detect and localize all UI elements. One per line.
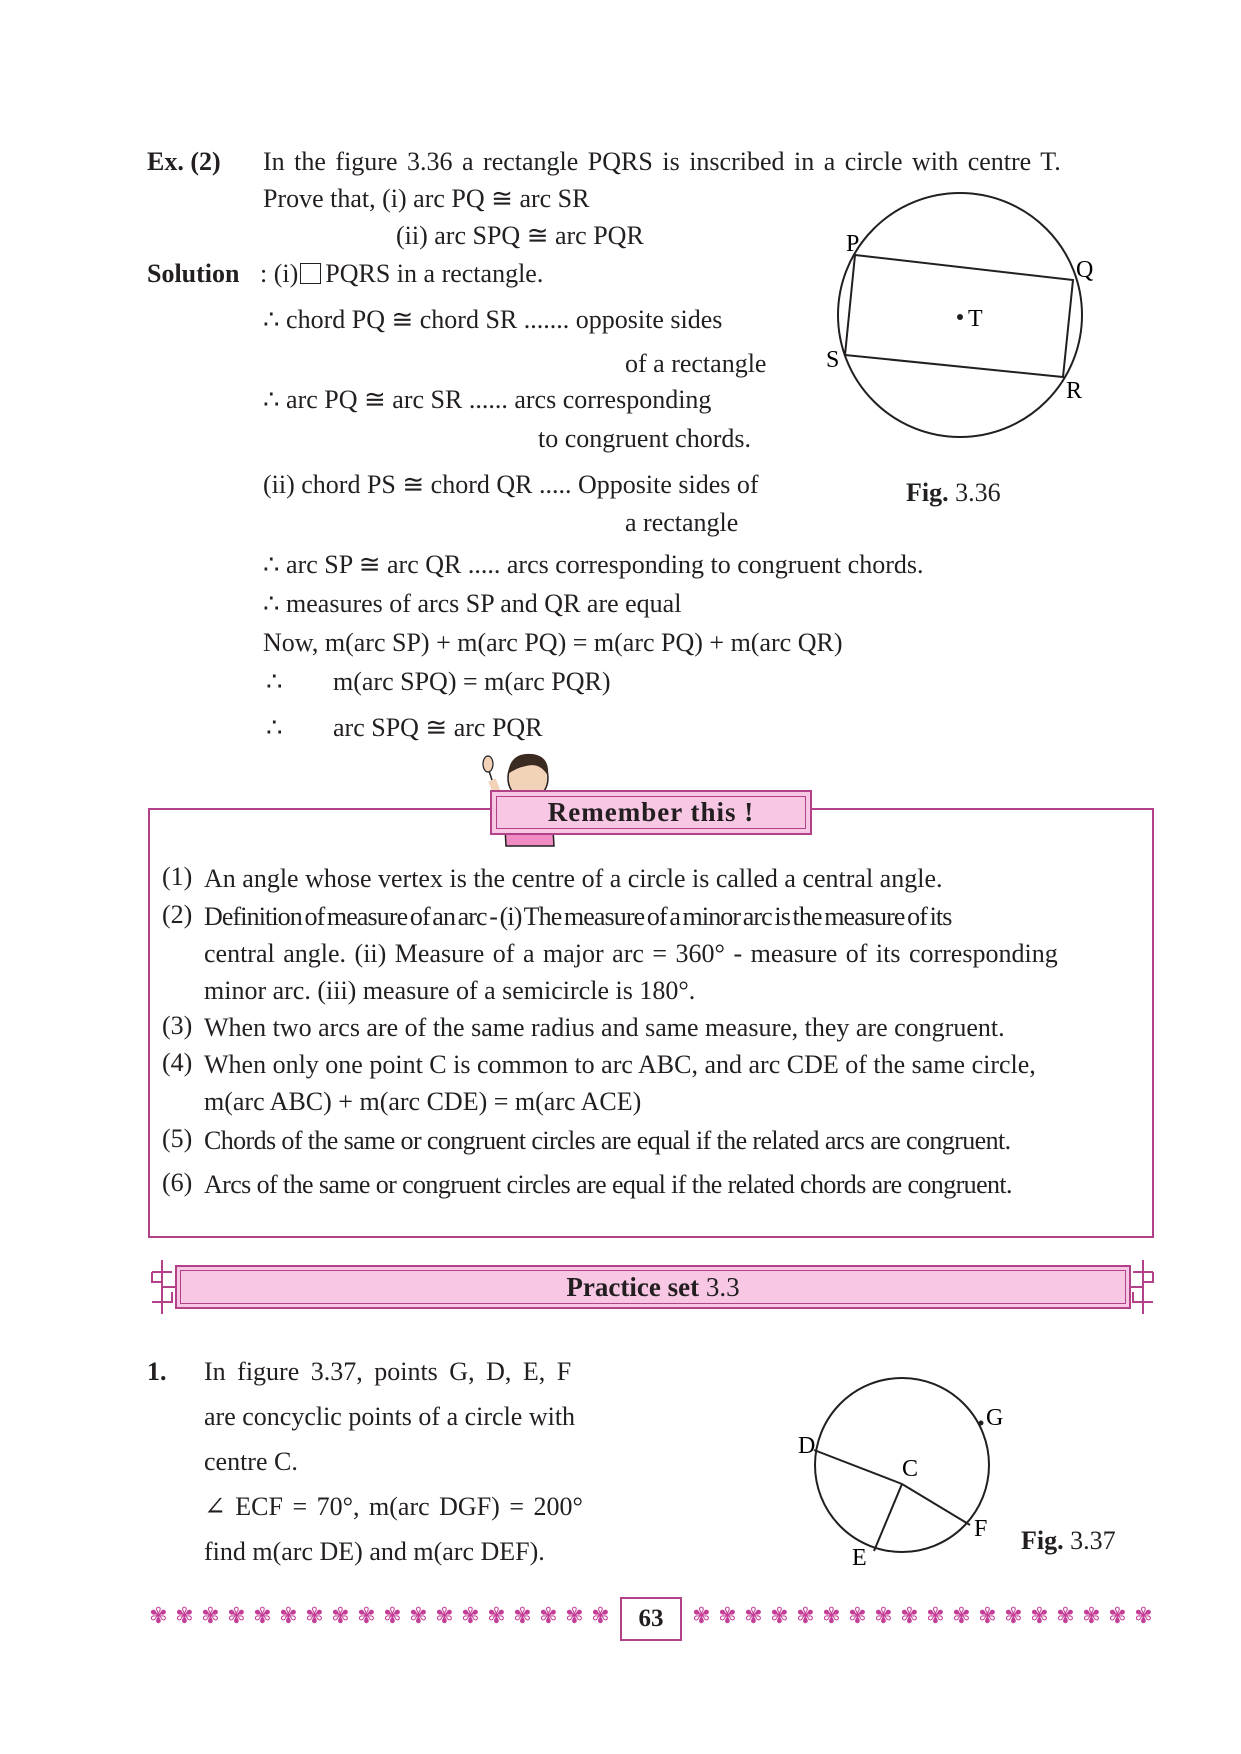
- figure-3-36: [820, 185, 1120, 455]
- footer-right-ornament: ✾ ✾ ✾ ✾ ✾ ✾ ✾ ✾ ✾ ✾ ✾ ✾ ✾ ✾ ✾ ✾ ✾ ✾: [692, 1605, 1153, 1629]
- label-s: S: [826, 347, 840, 373]
- practice-set-title-num: 3.3: [705, 1271, 740, 1302]
- banner-right-ornament-icon: [1127, 1258, 1157, 1316]
- fig-3-37-caption-num: 3.37: [1070, 1526, 1116, 1555]
- segment-dc: [814, 1450, 902, 1484]
- label-p: P: [846, 231, 860, 257]
- page-number: 63: [620, 1597, 682, 1641]
- label-r: R: [1066, 378, 1083, 404]
- question-1-line-1: [204, 1355, 628, 1389]
- fig-3-36-caption-num: 3.36: [955, 478, 1001, 507]
- remember-item-2-num: (2): [162, 900, 193, 929]
- segment-cf: [902, 1484, 970, 1525]
- fig-3-36-caption-bold: Fig.: [906, 478, 949, 507]
- solution-line-1-text: PQRS in a rectangle.: [325, 259, 544, 288]
- remember-item-5: Chords of the same or congruent circles are equal if the related arcs are congruent.: [204, 1126, 1011, 1155]
- question-1-line-2: are concyclic points of a circle with: [204, 1402, 576, 1431]
- remember-item-4-line-2: m(arc ABC) + m(arc CDE) = m(arc ACE): [204, 1087, 642, 1116]
- remember-item-2-line-3: minor arc. (iii) measure of a semicircle is 180°.: [204, 976, 696, 1005]
- square-icon: [300, 263, 321, 284]
- label-f: F: [974, 1516, 988, 1542]
- label-g: G: [986, 1405, 1004, 1431]
- segment-ce: [874, 1484, 902, 1551]
- fig-3-36-caption: [906, 476, 1001, 510]
- centre-t-dot: [957, 314, 963, 320]
- question-1-num: 1.: [147, 1357, 167, 1386]
- remember-item-1: An angle whose vertex is the centre of a circle is called a central angle.: [204, 864, 943, 893]
- remember-item-3: When two arcs are of the same radius and same measure, they are congruent.: [204, 1013, 1005, 1042]
- solution-line-1: [260, 257, 543, 291]
- label-d: D: [798, 1433, 816, 1459]
- remember-title: Remember this !: [490, 790, 812, 835]
- solution-line-10: Now, m(arc SP) + m(arc PQ) = m(arc PQ) + m(arc QR): [263, 628, 843, 657]
- label-q: Q: [1076, 257, 1094, 283]
- figure-3-37: [790, 1365, 1020, 1575]
- practice-set-title-bold: Practice set: [566, 1271, 700, 1302]
- prove-line-2: (ii) arc SPQ ≅ arc PQR: [396, 221, 644, 250]
- solution-line-1-prefix: : (i): [260, 259, 299, 288]
- solution-line-8: ∴ arc SP ≅ arc QR ..... arcs corresponding to congruent chords.: [263, 550, 924, 579]
- banner-left-ornament-icon: [148, 1258, 178, 1316]
- fig-3-37-caption: [1021, 1524, 1116, 1558]
- practice-set-title: [175, 1265, 1131, 1309]
- remember-item-6-num: (6): [162, 1168, 193, 1197]
- remember-item-4-num: (4): [162, 1048, 193, 1077]
- example-label: Ex. (2): [147, 147, 221, 176]
- solution-line-11-symbol: ∴: [266, 667, 283, 696]
- question-1-line-5: find m(arc DE) and m(arc DEF).: [204, 1537, 545, 1566]
- remember-item-6: Arcs of the same or congruent circles are equal if the related chords are congruent.: [204, 1170, 1012, 1199]
- remember-item-2-line-2: central angle. (ii) Measure of a major arc = 360° - measure of its corresponding: [204, 939, 1058, 968]
- solution-line-2: ∴ chord PQ ≅ chord SR ....... opposite sides: [263, 305, 723, 334]
- prove-line-1: Prove that, (i) arc PQ ≅ arc SR: [263, 184, 590, 213]
- solution-line-6: (ii) chord PS ≅ chord QR ..... Opposite sides of: [263, 470, 759, 499]
- remember-item-3-num: (3): [162, 1011, 193, 1040]
- solution-line-12-symbol: ∴: [266, 713, 283, 742]
- label-e: E: [852, 1545, 867, 1571]
- solution-line-4: ∴ arc PQ ≅ arc SR ...... arcs corresponding: [263, 385, 712, 414]
- question-1-line-4: ∠ ECF = 70°, m(arc DGF) = 200°: [204, 1492, 583, 1521]
- label-t: T: [968, 306, 983, 332]
- example-statement: [263, 145, 1154, 179]
- example-statement-text: In the figure 3.36 a rectangle PQRS is inscribed in a circle with centre T.: [263, 147, 1061, 176]
- point-g-dot: [979, 1421, 984, 1426]
- solution-line-9: ∴ measures of arcs SP and QR are equal: [263, 589, 682, 618]
- solution-line-12: arc SPQ ≅ arc PQR: [333, 713, 543, 742]
- footer-left-ornament: ✾ ✾ ✾ ✾ ✾ ✾ ✾ ✾ ✾ ✾ ✾ ✾ ✾ ✾ ✾ ✾ ✾ ✾: [149, 1605, 610, 1629]
- remember-item-2-line-1: [204, 900, 1132, 934]
- fig-3-37-caption-bold: Fig.: [1021, 1526, 1064, 1555]
- remember-item-2-line-1-text: Definition of measure of an arc - (i) The measure of a minor arc is the measure of its: [204, 902, 952, 931]
- question-1-line-3: centre C.: [204, 1447, 298, 1476]
- remember-item-4-line-1: When only one point C is common to arc ABC, and arc CDE of the same circle,: [204, 1050, 1036, 1079]
- solution-label: Solution: [147, 259, 240, 288]
- solution-line-5: to congruent chords.: [538, 424, 752, 453]
- solution-line-11: m(arc SPQ) = m(arc PQR): [333, 667, 611, 696]
- remember-item-1-num: (1): [162, 862, 193, 891]
- question-1-line-1-text: In figure 3.37, points G, D, E, F: [204, 1357, 572, 1386]
- label-c: C: [902, 1456, 919, 1482]
- solution-line-7: a rectangle: [625, 508, 739, 537]
- solution-line-3: of a rectangle: [625, 349, 767, 378]
- remember-item-5-num: (5): [162, 1124, 193, 1153]
